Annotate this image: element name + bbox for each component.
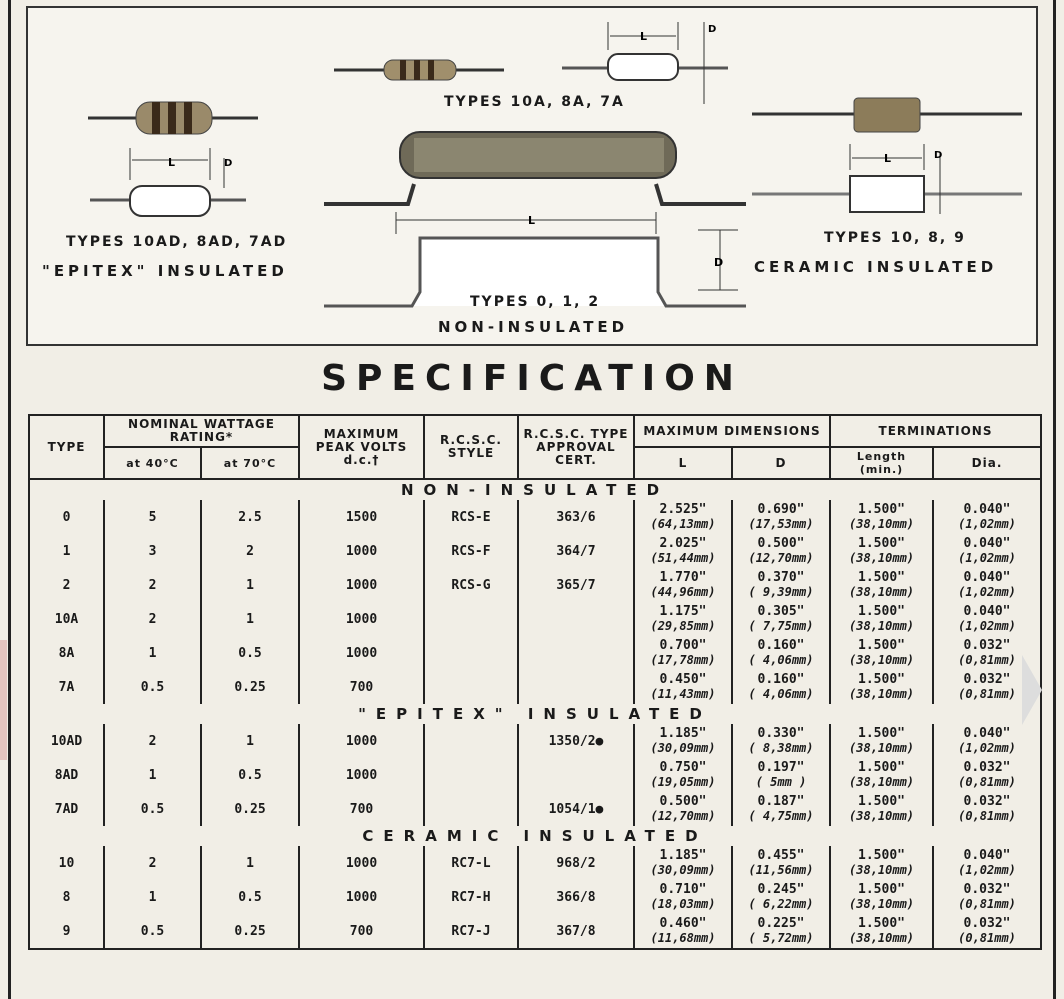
value-D-inch: 0.160" bbox=[757, 672, 805, 687]
cell-D bbox=[732, 602, 830, 636]
cell-volts: 700 bbox=[299, 792, 424, 826]
cell-style: RCS-F bbox=[424, 534, 518, 568]
cell-L bbox=[634, 758, 732, 792]
cell-D bbox=[732, 758, 830, 792]
section-header-row bbox=[29, 479, 1041, 500]
cell-w70: 0.25 bbox=[201, 670, 299, 704]
cell-len bbox=[830, 914, 933, 949]
cell-len bbox=[830, 568, 933, 602]
cell-D bbox=[732, 846, 830, 880]
cell-type: 10 bbox=[29, 846, 104, 880]
value-L-mm: (18,03mm) bbox=[650, 897, 716, 911]
value-L-inch: 1.770" bbox=[659, 570, 707, 585]
cell-type: 2 bbox=[29, 568, 104, 602]
header-max-dimensions: MAXIMUM DIMENSIONS bbox=[634, 415, 830, 447]
cell-w40: 2 bbox=[104, 846, 201, 880]
cell-volts: 1000 bbox=[299, 724, 424, 758]
cell-style bbox=[424, 602, 518, 636]
value-dia-mm: (1,02mm) bbox=[958, 619, 1016, 633]
value-len-inch: 1.500" bbox=[858, 882, 905, 897]
cell-w70: 1 bbox=[201, 846, 299, 880]
cell-style: RC7-L bbox=[424, 846, 518, 880]
section-title: CERAMIC INSULATED bbox=[29, 826, 1041, 846]
section-title: NON-INSULATED bbox=[29, 479, 1041, 500]
value-len-mm: (38,10mm) bbox=[849, 585, 915, 599]
value-dia-mm: (0,81mm) bbox=[958, 931, 1016, 945]
header-max-peak-volts: MAXIMUM PEAK VOLTS d.c.† bbox=[299, 415, 424, 479]
value-dia-inch: 0.032" bbox=[963, 794, 1011, 809]
value-dia-mm: (0,81mm) bbox=[958, 775, 1016, 789]
caption-types-0-1-2: TYPES 0, 1, 2 bbox=[470, 294, 601, 310]
value-len-mm: (38,10mm) bbox=[849, 931, 915, 945]
cell-L bbox=[634, 670, 732, 704]
value-len-inch: 1.500" bbox=[858, 536, 905, 551]
cell-len bbox=[830, 500, 933, 534]
header-length: Length (min.) bbox=[830, 447, 933, 479]
value-D-inch: 0.245" bbox=[757, 882, 805, 897]
cell-cert: 1350/2● bbox=[518, 724, 634, 758]
table-row bbox=[29, 500, 1041, 534]
value-dia-mm: (0,81mm) bbox=[958, 809, 1016, 823]
value-D-inch: 0.197" bbox=[757, 760, 805, 775]
cell-style: RC7-H bbox=[424, 880, 518, 914]
cell-volts: 700 bbox=[299, 670, 424, 704]
table-row bbox=[29, 914, 1041, 949]
table-row bbox=[29, 568, 1041, 602]
cell-L bbox=[634, 636, 732, 670]
cell-w40: 3 bbox=[104, 534, 201, 568]
value-L-inch: 0.500" bbox=[659, 794, 707, 809]
value-D-mm: ( 5,72mm) bbox=[748, 931, 814, 945]
cell-w70: 0.25 bbox=[201, 914, 299, 949]
cell-len bbox=[830, 792, 933, 826]
value-dia-inch: 0.040" bbox=[963, 604, 1011, 619]
cell-volts: 700 bbox=[299, 914, 424, 949]
value-dia-inch: 0.032" bbox=[963, 760, 1011, 775]
cell-style bbox=[424, 636, 518, 670]
cell-cert bbox=[518, 670, 634, 704]
value-L-mm: (44,96mm) bbox=[650, 585, 716, 599]
cell-w70: 2.5 bbox=[201, 500, 299, 534]
value-D-mm: ( 7,75mm) bbox=[748, 619, 814, 633]
noninsulated-D-label: D bbox=[714, 256, 724, 269]
cell-L bbox=[634, 880, 732, 914]
value-D-inch: 0.225" bbox=[757, 916, 805, 931]
cell-type: 10AD bbox=[29, 724, 104, 758]
cell-len bbox=[830, 534, 933, 568]
cell-cert: 367/8 bbox=[518, 914, 634, 949]
value-L-mm: (17,78mm) bbox=[650, 653, 716, 667]
cell-dia bbox=[933, 880, 1041, 914]
table-row bbox=[29, 846, 1041, 880]
cell-w70: 1 bbox=[201, 568, 299, 602]
value-D-inch: 0.500" bbox=[757, 536, 805, 551]
value-L-inch: 1.185" bbox=[659, 848, 707, 863]
value-L-mm: (12,70mm) bbox=[650, 809, 716, 823]
section-header-row bbox=[29, 704, 1041, 724]
specification-table bbox=[28, 414, 1042, 950]
value-dia-inch: 0.040" bbox=[963, 536, 1011, 551]
header-at-40c: at 40°C bbox=[104, 447, 201, 479]
cell-style: RCS-G bbox=[424, 568, 518, 602]
cell-D bbox=[732, 636, 830, 670]
cell-w70: 0.25 bbox=[201, 792, 299, 826]
cell-style bbox=[424, 670, 518, 704]
cell-D bbox=[732, 880, 830, 914]
type-10a-resistor-drawing bbox=[334, 22, 728, 104]
cell-dia bbox=[933, 846, 1041, 880]
page-title: SPECIFICATION bbox=[321, 358, 743, 399]
cell-len bbox=[830, 724, 933, 758]
header-dim-D: D bbox=[732, 447, 830, 479]
cell-L bbox=[634, 792, 732, 826]
value-len-inch: 1.500" bbox=[858, 638, 905, 653]
side-margin-mark bbox=[0, 640, 7, 760]
type10a-L-label: L bbox=[640, 30, 648, 43]
header-rcsc-type-approval: R.C.S.C. TYPE APPROVAL CERT. bbox=[518, 415, 634, 479]
table-row bbox=[29, 792, 1041, 826]
value-dia-inch: 0.032" bbox=[963, 882, 1011, 897]
value-L-inch: 0.700" bbox=[659, 638, 707, 653]
value-D-mm: (17,53mm) bbox=[748, 517, 814, 531]
section-header-row bbox=[29, 826, 1041, 846]
value-dia-mm: (1,02mm) bbox=[958, 741, 1016, 755]
cell-len bbox=[830, 602, 933, 636]
cell-w40: 0.5 bbox=[104, 792, 201, 826]
cell-L bbox=[634, 534, 732, 568]
value-len-mm: (38,10mm) bbox=[849, 619, 915, 633]
cell-L bbox=[634, 568, 732, 602]
value-len-mm: (38,10mm) bbox=[849, 897, 915, 911]
value-D-mm: ( 5mm ) bbox=[755, 775, 807, 789]
cell-type: 9 bbox=[29, 914, 104, 949]
cell-D bbox=[732, 534, 830, 568]
value-len-mm: (38,10mm) bbox=[849, 517, 915, 531]
cell-L bbox=[634, 602, 732, 636]
value-D-inch: 0.455" bbox=[757, 848, 805, 863]
value-D-mm: ( 6,22mm) bbox=[748, 897, 814, 911]
cell-dia bbox=[933, 534, 1041, 568]
cell-cert bbox=[518, 602, 634, 636]
caption-types-10-8-9: TYPES 10, 8, 9 bbox=[824, 230, 966, 246]
cell-style bbox=[424, 758, 518, 792]
cell-L bbox=[634, 500, 732, 534]
value-len-mm: (38,10mm) bbox=[849, 687, 915, 701]
cell-cert: 366/8 bbox=[518, 880, 634, 914]
cell-dia bbox=[933, 500, 1041, 534]
value-dia-mm: (0,81mm) bbox=[958, 653, 1016, 667]
value-len-mm: (38,10mm) bbox=[849, 551, 915, 565]
value-dia-inch: 0.032" bbox=[963, 638, 1011, 653]
cell-dia bbox=[933, 792, 1041, 826]
cell-len bbox=[830, 670, 933, 704]
value-D-inch: 0.330" bbox=[757, 726, 805, 741]
cell-dia bbox=[933, 568, 1041, 602]
cell-volts: 1000 bbox=[299, 880, 424, 914]
value-dia-inch: 0.040" bbox=[963, 570, 1011, 585]
cell-w70: 0.5 bbox=[201, 880, 299, 914]
cell-len bbox=[830, 758, 933, 792]
cell-volts: 1000 bbox=[299, 568, 424, 602]
cell-w40: 1 bbox=[104, 636, 201, 670]
cell-w70: 1 bbox=[201, 602, 299, 636]
cell-D bbox=[732, 568, 830, 602]
value-D-mm: ( 4,06mm) bbox=[748, 687, 814, 701]
noninsulated-L-label: L bbox=[528, 214, 536, 227]
value-D-mm: ( 4,06mm) bbox=[748, 653, 814, 667]
value-len-inch: 1.500" bbox=[858, 502, 905, 517]
value-dia-inch: 0.040" bbox=[963, 848, 1011, 863]
value-D-mm: (11,56mm) bbox=[748, 863, 814, 877]
cell-D bbox=[732, 670, 830, 704]
value-len-mm: (38,10mm) bbox=[849, 653, 915, 667]
caption-non-insulated: NON-INSULATED bbox=[438, 318, 629, 336]
caption-types-10a-8a-7a: TYPES 10A, 8A, 7A bbox=[444, 94, 625, 110]
cell-style bbox=[424, 724, 518, 758]
specification-table-body bbox=[29, 479, 1041, 949]
cell-L bbox=[634, 846, 732, 880]
cell-L bbox=[634, 724, 732, 758]
value-dia-inch: 0.040" bbox=[963, 726, 1011, 741]
value-len-mm: (38,10mm) bbox=[849, 809, 915, 823]
cell-type: 8AD bbox=[29, 758, 104, 792]
cell-w40: 0.5 bbox=[104, 670, 201, 704]
value-L-mm: (19,05mm) bbox=[650, 775, 716, 789]
cell-type: 0 bbox=[29, 500, 104, 534]
cell-cert: 365/7 bbox=[518, 568, 634, 602]
cell-type: 1 bbox=[29, 534, 104, 568]
cell-volts: 1000 bbox=[299, 534, 424, 568]
value-dia-inch: 0.032" bbox=[963, 672, 1011, 687]
cell-D bbox=[732, 792, 830, 826]
value-len-mm: (38,10mm) bbox=[849, 775, 915, 789]
cell-cert: 364/7 bbox=[518, 534, 634, 568]
cell-type: 10A bbox=[29, 602, 104, 636]
value-D-mm: ( 8,38mm) bbox=[748, 741, 814, 755]
ceramic-D-label: D bbox=[934, 150, 943, 161]
cell-w40: 1 bbox=[104, 880, 201, 914]
cell-type: 8A bbox=[29, 636, 104, 670]
value-D-inch: 0.187" bbox=[757, 794, 805, 809]
header-nominal-wattage: NOMINAL WATTAGE RATING* bbox=[104, 415, 299, 447]
value-len-mm: (38,10mm) bbox=[849, 863, 915, 877]
cell-w40: 5 bbox=[104, 500, 201, 534]
table-row bbox=[29, 534, 1041, 568]
value-len-mm: (38,10mm) bbox=[849, 741, 915, 755]
value-len-inch: 1.500" bbox=[858, 848, 905, 863]
value-dia-mm: (1,02mm) bbox=[958, 517, 1016, 531]
table-row bbox=[29, 636, 1041, 670]
cell-dia bbox=[933, 914, 1041, 949]
section-title: "EPITEX" INSULATED bbox=[29, 704, 1041, 724]
value-dia-mm: (1,02mm) bbox=[958, 863, 1016, 877]
header-terminations: TERMINATIONS bbox=[830, 415, 1041, 447]
value-D-inch: 0.370" bbox=[757, 570, 805, 585]
cell-style: RCS-E bbox=[424, 500, 518, 534]
value-D-inch: 0.690" bbox=[757, 502, 805, 517]
value-D-inch: 0.305" bbox=[757, 604, 805, 619]
value-D-inch: 0.160" bbox=[757, 638, 805, 653]
cell-w70: 0.5 bbox=[201, 758, 299, 792]
cell-cert: 1054/1● bbox=[518, 792, 634, 826]
header-dim-L: L bbox=[634, 447, 732, 479]
cell-w40: 2 bbox=[104, 602, 201, 636]
cell-w40: 2 bbox=[104, 568, 201, 602]
cell-L bbox=[634, 914, 732, 949]
value-L-inch: 0.450" bbox=[659, 672, 707, 687]
value-L-inch: 0.460" bbox=[659, 916, 707, 931]
cell-w40: 2 bbox=[104, 724, 201, 758]
cell-type: 7AD bbox=[29, 792, 104, 826]
cell-cert: 968/2 bbox=[518, 846, 634, 880]
ceramic-L-label: L bbox=[884, 152, 892, 165]
cell-D bbox=[732, 500, 830, 534]
cell-len bbox=[830, 880, 933, 914]
value-L-mm: (64,13mm) bbox=[650, 517, 716, 531]
cell-D bbox=[732, 724, 830, 758]
caption-epitex-insulated: "EPITEX" INSULATED bbox=[42, 262, 288, 280]
value-D-mm: (12,70mm) bbox=[748, 551, 814, 565]
value-len-inch: 1.500" bbox=[858, 672, 905, 687]
table-row bbox=[29, 880, 1041, 914]
value-L-mm: (51,44mm) bbox=[650, 551, 716, 565]
cell-type: 8 bbox=[29, 880, 104, 914]
value-len-inch: 1.500" bbox=[858, 794, 905, 809]
value-len-inch: 1.500" bbox=[858, 760, 905, 775]
caption-types-10ad-8ad-7ad: TYPES 10AD, 8AD, 7AD bbox=[66, 234, 288, 250]
value-len-inch: 1.500" bbox=[858, 604, 905, 619]
value-L-inch: 2.525" bbox=[659, 502, 707, 517]
cell-style bbox=[424, 792, 518, 826]
table-row bbox=[29, 670, 1041, 704]
value-D-mm: ( 9,39mm) bbox=[748, 585, 814, 599]
value-L-mm: (29,85mm) bbox=[650, 619, 716, 633]
value-L-mm: (11,43mm) bbox=[650, 687, 716, 701]
header-type: TYPE bbox=[29, 415, 104, 479]
header-rcsc-style: R.C.S.C. STYLE bbox=[424, 415, 518, 479]
caption-ceramic-insulated: CERAMIC INSULATED bbox=[754, 258, 998, 276]
value-len-inch: 1.500" bbox=[858, 916, 905, 931]
value-L-mm: (30,09mm) bbox=[650, 741, 716, 755]
cell-cert bbox=[518, 636, 634, 670]
header-at-70c: at 70°C bbox=[201, 447, 299, 479]
cell-w40: 1 bbox=[104, 758, 201, 792]
cell-type: 7A bbox=[29, 670, 104, 704]
cell-dia bbox=[933, 724, 1041, 758]
cell-volts: 1000 bbox=[299, 758, 424, 792]
cell-w70: 1 bbox=[201, 724, 299, 758]
cell-D bbox=[732, 914, 830, 949]
value-L-mm: (30,09mm) bbox=[650, 863, 716, 877]
cell-w70: 0.5 bbox=[201, 636, 299, 670]
value-L-mm: (11,68mm) bbox=[650, 931, 716, 945]
cell-w40: 0.5 bbox=[104, 914, 201, 949]
cell-cert: 363/6 bbox=[518, 500, 634, 534]
value-len-inch: 1.500" bbox=[858, 570, 905, 585]
table-row bbox=[29, 724, 1041, 758]
cell-dia bbox=[933, 602, 1041, 636]
page-next-arrow-icon bbox=[1022, 655, 1042, 725]
epitex-D-label: D bbox=[224, 158, 233, 169]
value-L-inch: 0.710" bbox=[659, 882, 707, 897]
cell-volts: 1500 bbox=[299, 500, 424, 534]
type10a-D-label: D bbox=[708, 24, 717, 35]
cell-cert bbox=[518, 758, 634, 792]
cell-style: RC7-J bbox=[424, 914, 518, 949]
value-dia-mm: (1,02mm) bbox=[958, 585, 1016, 599]
value-L-inch: 2.025" bbox=[659, 536, 707, 551]
value-L-inch: 0.750" bbox=[659, 760, 707, 775]
header-dia: Dia. bbox=[933, 447, 1041, 479]
value-L-inch: 1.185" bbox=[659, 726, 707, 741]
table-row bbox=[29, 602, 1041, 636]
epitex-L-label: L bbox=[168, 156, 176, 169]
cell-volts: 1000 bbox=[299, 602, 424, 636]
value-D-mm: ( 4,75mm) bbox=[748, 809, 814, 823]
cell-len bbox=[830, 636, 933, 670]
value-len-inch: 1.500" bbox=[858, 726, 905, 741]
value-dia-inch: 0.032" bbox=[963, 916, 1011, 931]
resistor-diagram-panel bbox=[26, 6, 1038, 346]
cell-volts: 1000 bbox=[299, 846, 424, 880]
cell-volts: 1000 bbox=[299, 636, 424, 670]
value-dia-inch: 0.040" bbox=[963, 502, 1011, 517]
cell-len bbox=[830, 846, 933, 880]
value-dia-mm: (1,02mm) bbox=[958, 551, 1016, 565]
value-dia-mm: (0,81mm) bbox=[958, 897, 1016, 911]
value-dia-mm: (0,81mm) bbox=[958, 687, 1016, 701]
cell-dia bbox=[933, 758, 1041, 792]
value-L-inch: 1.175" bbox=[659, 604, 707, 619]
cell-w70: 2 bbox=[201, 534, 299, 568]
table-row bbox=[29, 758, 1041, 792]
